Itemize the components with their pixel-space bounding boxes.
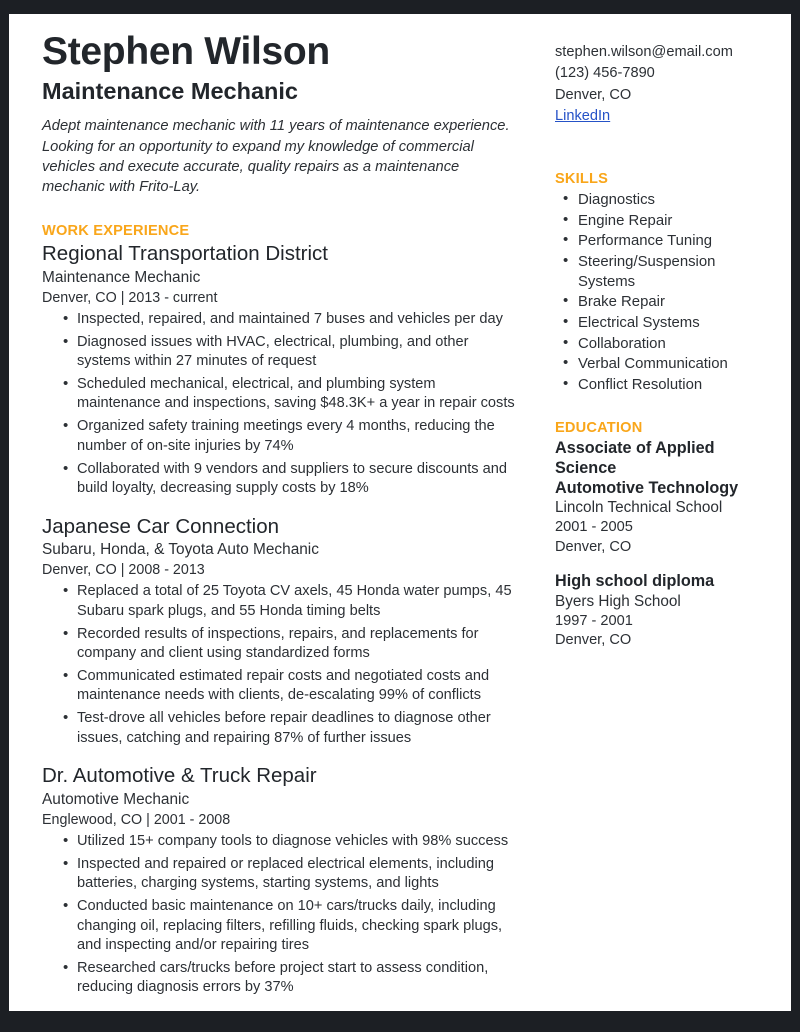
job-dates: 2001 - 2008 (153, 811, 231, 828)
education-degree: Associate of Applied Science (555, 438, 715, 477)
job-bullet-list (42, 310, 515, 499)
job-organization: Dr. Automotive & Truck Repair (42, 764, 317, 788)
education-degree: High school diploma (555, 572, 715, 591)
education-item (555, 439, 771, 557)
education-major: Automotive Technology (555, 478, 739, 497)
job-bullet: • Collaborated with 9 vendors and suppliers to secure discounts and build loyalty, decreasing supply costs by 18% (63, 460, 515, 499)
work-experience-item (42, 242, 515, 499)
main-column (9, 32, 529, 1011)
job-bullet: • Scheduled mechanical, electrical, and plumbing system maintenance and inspections, saving $48.3K+ a year in repair costs (63, 375, 515, 414)
job-location: Denver, CO (42, 562, 117, 579)
education-years: 2001 - 2005 (555, 519, 633, 536)
job-bullet: • Researched cars/trucks before project start to assess condition, reducing diagnosis errors by 37% (63, 959, 515, 998)
job-bullet-list (42, 582, 515, 748)
candidate-summary: Adept maintenance mechanic with 11 years of maintenance experience. Looking for an opportunity to expand my knowledge of commercial vehicles and execute accurate, quality repairs as a maintenance mechanic with Frito-Lay. (42, 118, 510, 195)
skill-item: • Brake Repair (563, 292, 771, 312)
candidate-name: Stephen Wilson (42, 30, 330, 73)
skill-item: • Collaboration (563, 334, 771, 354)
contact-linkedin-row (555, 106, 771, 127)
education-location: Denver, CO (555, 632, 632, 649)
job-meta-separator: | (120, 562, 125, 579)
work-experience-section (42, 223, 515, 998)
work-experience-list (42, 242, 515, 998)
education-item (555, 572, 771, 651)
job-role: Automotive Mechanic (42, 790, 190, 808)
job-organization: Regional Transportation District (42, 241, 328, 265)
job-role: Maintenance Mechanic (42, 268, 201, 286)
job-organization: Japanese Car Connection (42, 514, 280, 538)
skill-item: • Conflict Resolution (563, 375, 771, 395)
job-bullet: • Test-drove all vehicles before repair deadlines to diagnose other issues, catching and repairing 87% of further issues (63, 709, 515, 748)
job-bullet: • Organized safety training meetings every 4 months, reducing the number of on-site injuries by 74% (63, 417, 515, 456)
skills-heading: SKILLS (555, 171, 609, 188)
education-list (555, 439, 771, 651)
skill-item: • Engine Repair (563, 211, 771, 231)
skills-list (555, 190, 771, 394)
job-bullet: • Inspected and repaired or replaced electrical elements, including batteries, charging systems, starting systems, and lights (63, 855, 515, 894)
education-school: Byers High School (555, 593, 681, 611)
education-heading: EDUCATION (555, 419, 643, 436)
job-location: Denver, CO (42, 289, 117, 306)
job-role: Subaru, Honda, & Toyota Auto Mechanic (42, 541, 319, 559)
job-meta (42, 289, 515, 308)
skills-section (555, 171, 771, 394)
resume-page (9, 14, 791, 1011)
skill-item: • Performance Tuning (563, 231, 771, 251)
skill-item: • Steering/Suspension Systems (563, 252, 771, 292)
job-meta (42, 561, 515, 580)
contact-block (555, 32, 771, 127)
sidebar-column (529, 32, 791, 1011)
education-section (555, 420, 771, 651)
job-bullet: • Replaced a total of 25 Toyota CV axels, 45 Honda water pumps, 45 Subaru spark plugs, and 55 Honda timing belts (63, 582, 515, 621)
contact-phone[interactable]: (123) 456-7890 (555, 65, 655, 82)
skill-item: • Verbal Communication (563, 354, 771, 374)
job-dates: 2013 - current (128, 289, 218, 306)
work-experience-item (42, 515, 515, 749)
job-bullet: • Utilized 15+ company tools to diagnose vehicles with 98% success (63, 832, 515, 851)
job-meta (42, 811, 515, 830)
job-bullet: • Inspected, repaired, and maintained 7 buses and vehicles per day (63, 310, 515, 329)
education-years: 1997 - 2001 (555, 612, 633, 629)
job-bullet: • Communicated estimated repair costs and negotiated costs and maintenance needs with clients, de-escalating 99% of conflicts (63, 667, 515, 706)
linkedin-link[interactable]: LinkedIn (555, 107, 611, 124)
contact-email[interactable]: stephen.wilson@email.com (555, 44, 733, 60)
work-experience-item (42, 764, 515, 998)
job-location: Englewood, CO (42, 811, 143, 828)
candidate-headline: Maintenance Mechanic (42, 77, 298, 104)
contact-location: Denver, CO (555, 86, 632, 103)
job-meta-separator: | (120, 289, 125, 306)
skill-item: • Electrical Systems (563, 313, 771, 333)
job-bullet-list (42, 832, 515, 998)
job-meta-separator: | (146, 811, 150, 828)
education-school: Lincoln Technical School (555, 499, 723, 517)
skill-item: • Diagnostics (563, 190, 771, 210)
job-bullet: • Recorded results of inspections, repairs, and replacements for company and client using standardized forms (63, 625, 515, 664)
education-location: Denver, CO (555, 538, 632, 555)
job-bullet: • Conducted basic maintenance on 10+ cars/trucks daily, including changing oil, replacing filters, refilling fluids, checking spark plugs, and inspecting and/or repairing tires (63, 897, 515, 955)
job-dates: 2008 - 2013 (128, 562, 205, 579)
work-experience-heading: WORK EXPERIENCE (42, 222, 190, 239)
job-bullet: • Diagnosed issues with HVAC, electrical, plumbing, and other systems within 27 minutes of request (63, 333, 515, 372)
